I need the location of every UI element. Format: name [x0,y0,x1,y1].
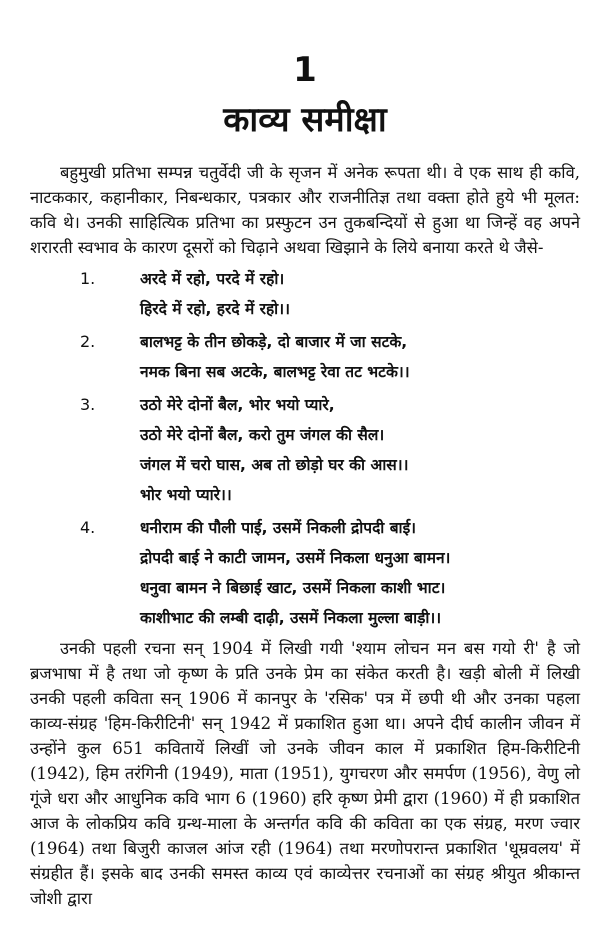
verse-2 [30,327,580,387]
verse-number: 1. [80,269,96,288]
verse-line: काशीभाट की लम्बी दाढ़ी, उसमें निकला मुल्ला बाड़ी।। [140,609,442,627]
verse-line: हिरदे में रहो, हरदे में रहो।। [140,300,290,318]
chapter-number: 1 [293,50,317,90]
verse-lines [140,390,580,510]
verse-lines [140,264,580,324]
verse-lines [140,327,580,387]
verse-number: 3. [80,395,96,414]
verse-number: 2. [80,332,96,351]
verse-3 [30,390,580,510]
verse-4 [30,513,580,633]
verse-line: उठो मेरे दोनों बैल, भोर भयो प्यारे, [140,396,335,414]
verse-line: बालभट्ट के तीन छोकड़े, दो बाजार में जा सटके, [140,333,408,351]
verse-lines [140,513,580,633]
verse-line: द्रोपदी बाई ने काटी जामन, उसमें निकला धनुआ बामन। [140,549,451,567]
verse-line: अरदे में रहो, परदे में रहो। [140,270,285,288]
verse-line: नमक बिना सब अटके, बालभट्ट रेवा तट भटके।। [140,363,410,381]
verse-number: 4. [80,518,96,537]
verse-line: धनुवा बामन ने बिछाई खाट, उसमें निकला काशी भाट। [140,579,446,597]
verse-list [30,264,580,633]
chapter-title: काव्य समीक्षा [223,100,387,140]
verse-line: भोर भयो प्यारे।। [140,486,232,504]
body-paragraph: उनकी पहली रचना सन् 1904 में लिखी गयी 'श्याम लोचन मन बस गयो री' है जो ब्रजभाषा में है तथा जो कृष्ण के प्रति उनके प्रेम का संकेत करती है। खड़ी बोली में लिखी उनकी पहली कविता सन् 1906 में कानपुर के 'रसिक' पत्र में छपी थी और उनका पहला काव्य-संग्रह 'हिम-किरीटिनी' सन् 1942 में प्रकाशित हुआ था। अपने दीर्घ कालीन जीवन में उन्होंने कुल 651 कवितायें लिखीं जो उनके जीवन काल में प्रकाशित हिम-किरीटिनी (1942), हिम तरंगिनी (1949), माता (1951), युगचरण और समर्पण (1956), वेणु लो गूंजे धरा और आधुनिक कवि भाग 6 (1960) हरि कृष्ण प्रेमी द्वारा (1960) में ही प्रकाशित आज के लोकप्रिय कवि ग्रन्थ-माला के अन्तर्गत कवि की कविता का एक संग्रह, मरण ज्वार (1964) तथा बिजुरी काजल आंज रही (1964) तथा मरणोपरान्त प्रकाशित 'धूम्रवलय' में संग्रहीत हैं। इसके बाद उनकी समस्त काव्य एवं काव्येत्तर रचनाओं का संग्रह श्रीयुत श्रीकान्त जोशी द्वारा [30,639,580,908]
intro-paragraph: बहुमुखी प्रतिभा सम्पन्न चतुर्वेदी जी के सृजन में अनेक रूपता थी। वे एक साथ ही कवि, नाटककार, कहानीकार, निबन्धकार, पत्रकार और राजनीतिज्ञ तथा वक्ता होते हुये भी मूलत: कवि थे। उनकी साहित्यिक प्रतिभा का प्रस्फुटन उन तुकबन्दियों से हुआ था जिन्हें वह अपने शरारती स्वभाव के कारण दूसरों को चिढ़ाने अथवा खिझाने के लिये बनाया करते थे जैसे- [30,163,580,257]
verse-1 [30,264,580,324]
verse-line: धनीराम की पौली पाई, उसमें निकली द्रोपदी बाई। [140,519,417,537]
verse-line: जंगल में चरो घास, अब तो छोड़ो घर की आस।। [140,456,409,474]
verse-line: उठो मेरे दोनों बैल, करो तुम जंगल की सैल। [140,426,385,444]
